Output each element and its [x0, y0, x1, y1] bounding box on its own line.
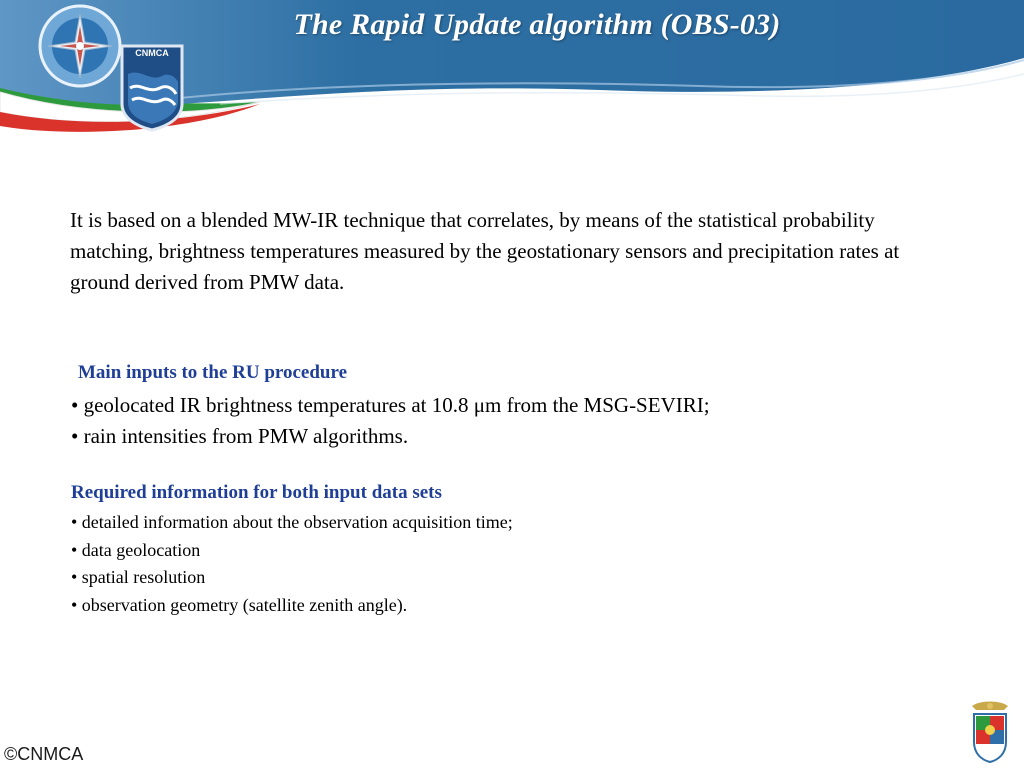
air-force-crest-icon: [966, 700, 1014, 764]
slide-title: The Rapid Update algorithm (OBS-03): [293, 8, 781, 41]
list-item: • observation geometry (satellite zenith angle).: [71, 594, 408, 615]
list-item: • data geolocation: [71, 539, 201, 560]
list-item: • rain intensities from PMW algorithms.: [71, 424, 409, 448]
list-item: • detailed information about the observation acquisition time;: [71, 512, 513, 532]
intro-paragraph: It is based on a blended MW-IR technique that correlates, by means of the statistical probability matching, brightness temperatures measured by the geostationary sensors and precipitation rates at ground derived from PMW data.: [70, 208, 900, 294]
list-item: • spatial resolution: [71, 567, 206, 587]
list-item: • geolocated IR brightness temperatures at 10.8 μm from the MSG-SEVIRI;: [71, 393, 710, 417]
main-inputs-list: [71, 390, 710, 452]
cnmca-badge-label: CNMCA: [135, 48, 169, 58]
required-info-list: [71, 509, 513, 619]
copyright-footer: ©CNMCA: [4, 744, 84, 764]
required-info-heading: Required information for both input data sets: [71, 482, 442, 503]
main-inputs-heading: Main inputs to the RU procedure: [78, 362, 348, 383]
